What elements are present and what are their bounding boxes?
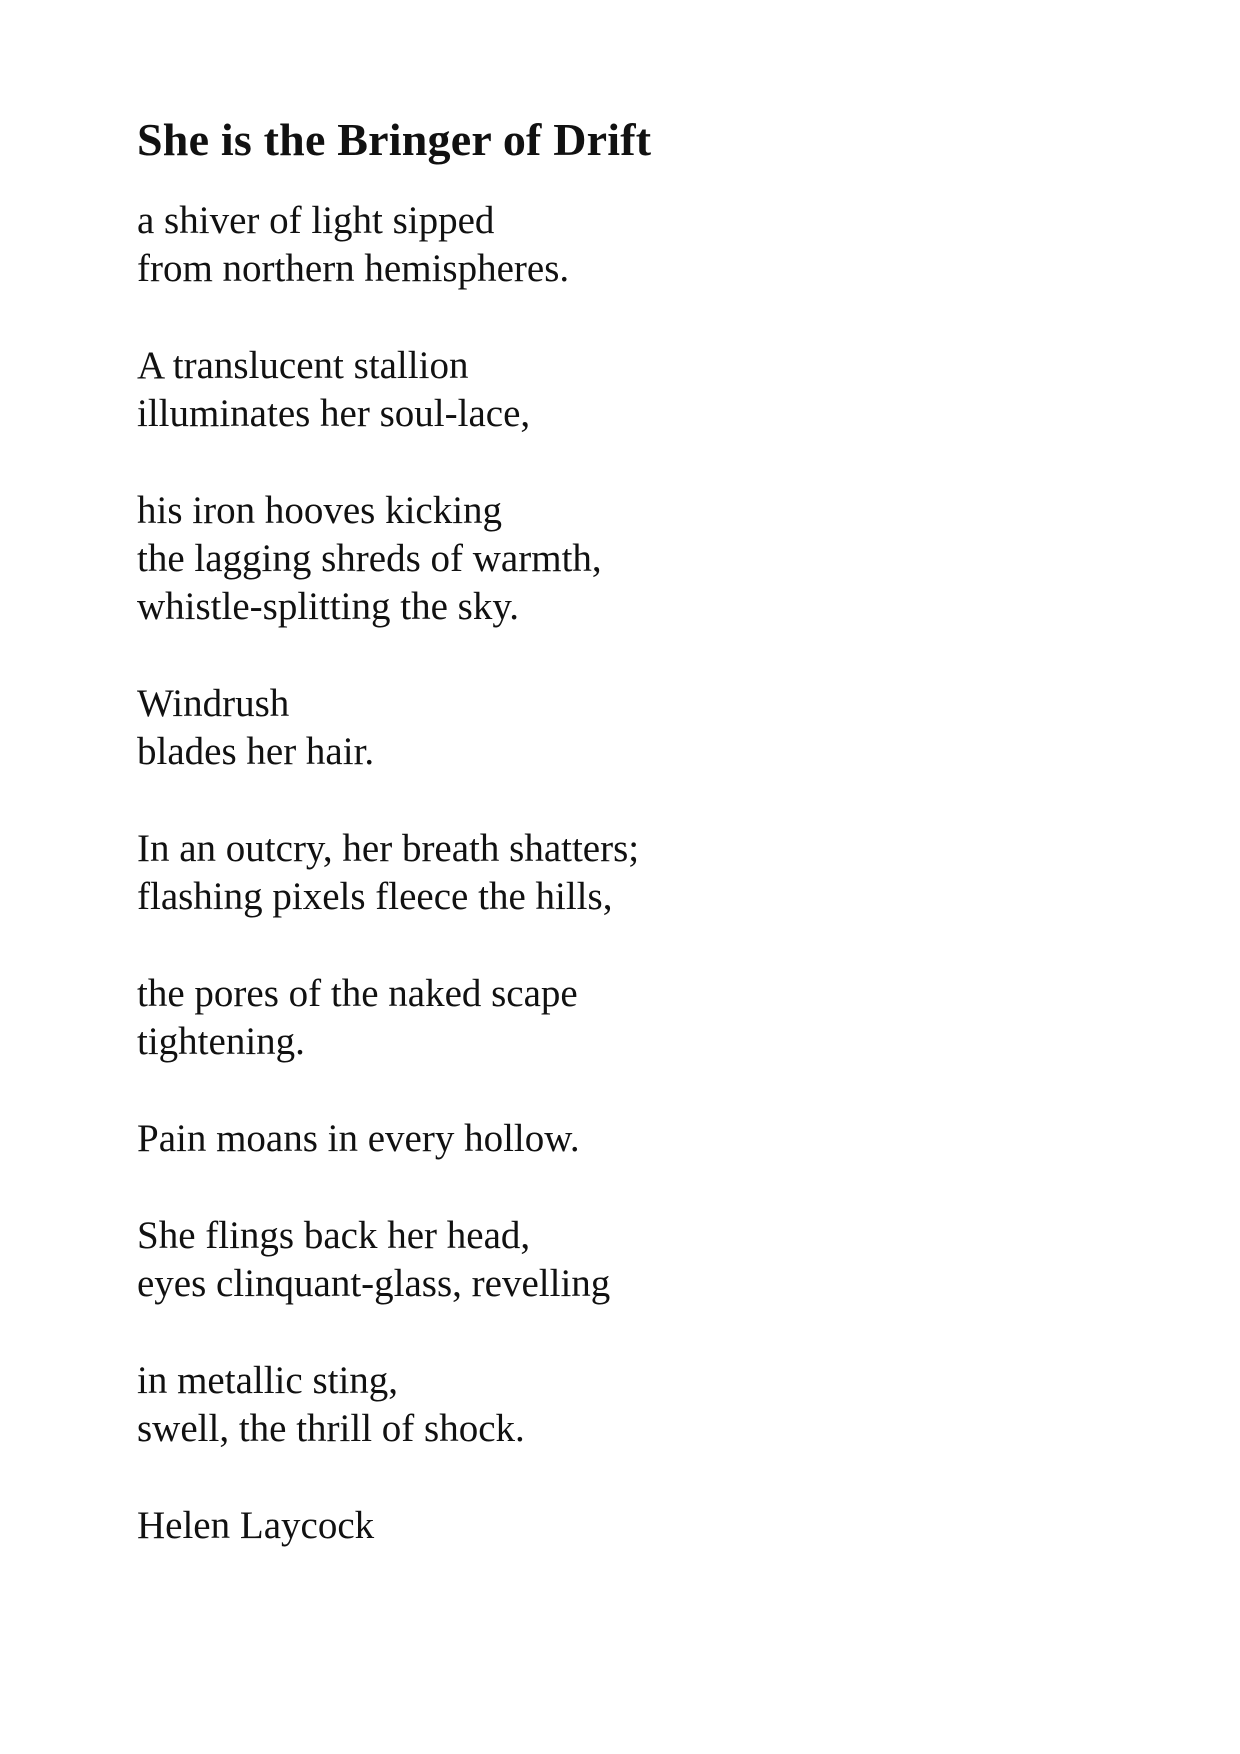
- stanza-9: [137, 1357, 1097, 1453]
- poem-line: Pain moans in every hollow.: [137, 1117, 580, 1160]
- poem-line: whistle-splitting the sky.: [137, 585, 520, 628]
- stanza-1: [137, 197, 1097, 293]
- poem-line: blades her hair.: [137, 730, 375, 773]
- poem-title: She is the Bringer of Drift: [137, 114, 652, 165]
- poem-page: [137, 110, 1097, 1550]
- poem-line: Windrush: [137, 682, 290, 725]
- poem-line: tightening.: [137, 1020, 305, 1063]
- poem-line: the lagging shreds of warmth,: [137, 537, 602, 580]
- poem-line: from northern hemispheres.: [137, 247, 570, 290]
- poem-line: A translucent stallion: [137, 344, 469, 387]
- stanza-3: [137, 487, 1097, 631]
- poem-line: swell, the thrill of shock.: [137, 1407, 525, 1450]
- poem-line: illuminates her soul-lace,: [137, 392, 531, 435]
- poem-line: his iron hooves kicking: [137, 489, 503, 532]
- stanza-2: [137, 342, 1097, 438]
- poem-line: She flings back her head,: [137, 1214, 531, 1257]
- stanza-7: [137, 1115, 1097, 1163]
- stanza-8: [137, 1212, 1097, 1308]
- poem-line: the pores of the naked scape: [137, 972, 578, 1015]
- poem-line: In an outcry, her breath shatters;: [137, 827, 640, 870]
- poem-line: eyes clinquant-glass, revelling: [137, 1262, 611, 1305]
- poem-author: Helen Laycock: [137, 1504, 375, 1547]
- stanza-5: [137, 825, 1097, 921]
- poem-line: in metallic sting,: [137, 1359, 399, 1402]
- stanza-4: [137, 680, 1097, 776]
- poem-line: a shiver of light sipped: [137, 199, 495, 242]
- stanza-6: [137, 970, 1097, 1066]
- poem-line: flashing pixels fleece the hills,: [137, 875, 613, 918]
